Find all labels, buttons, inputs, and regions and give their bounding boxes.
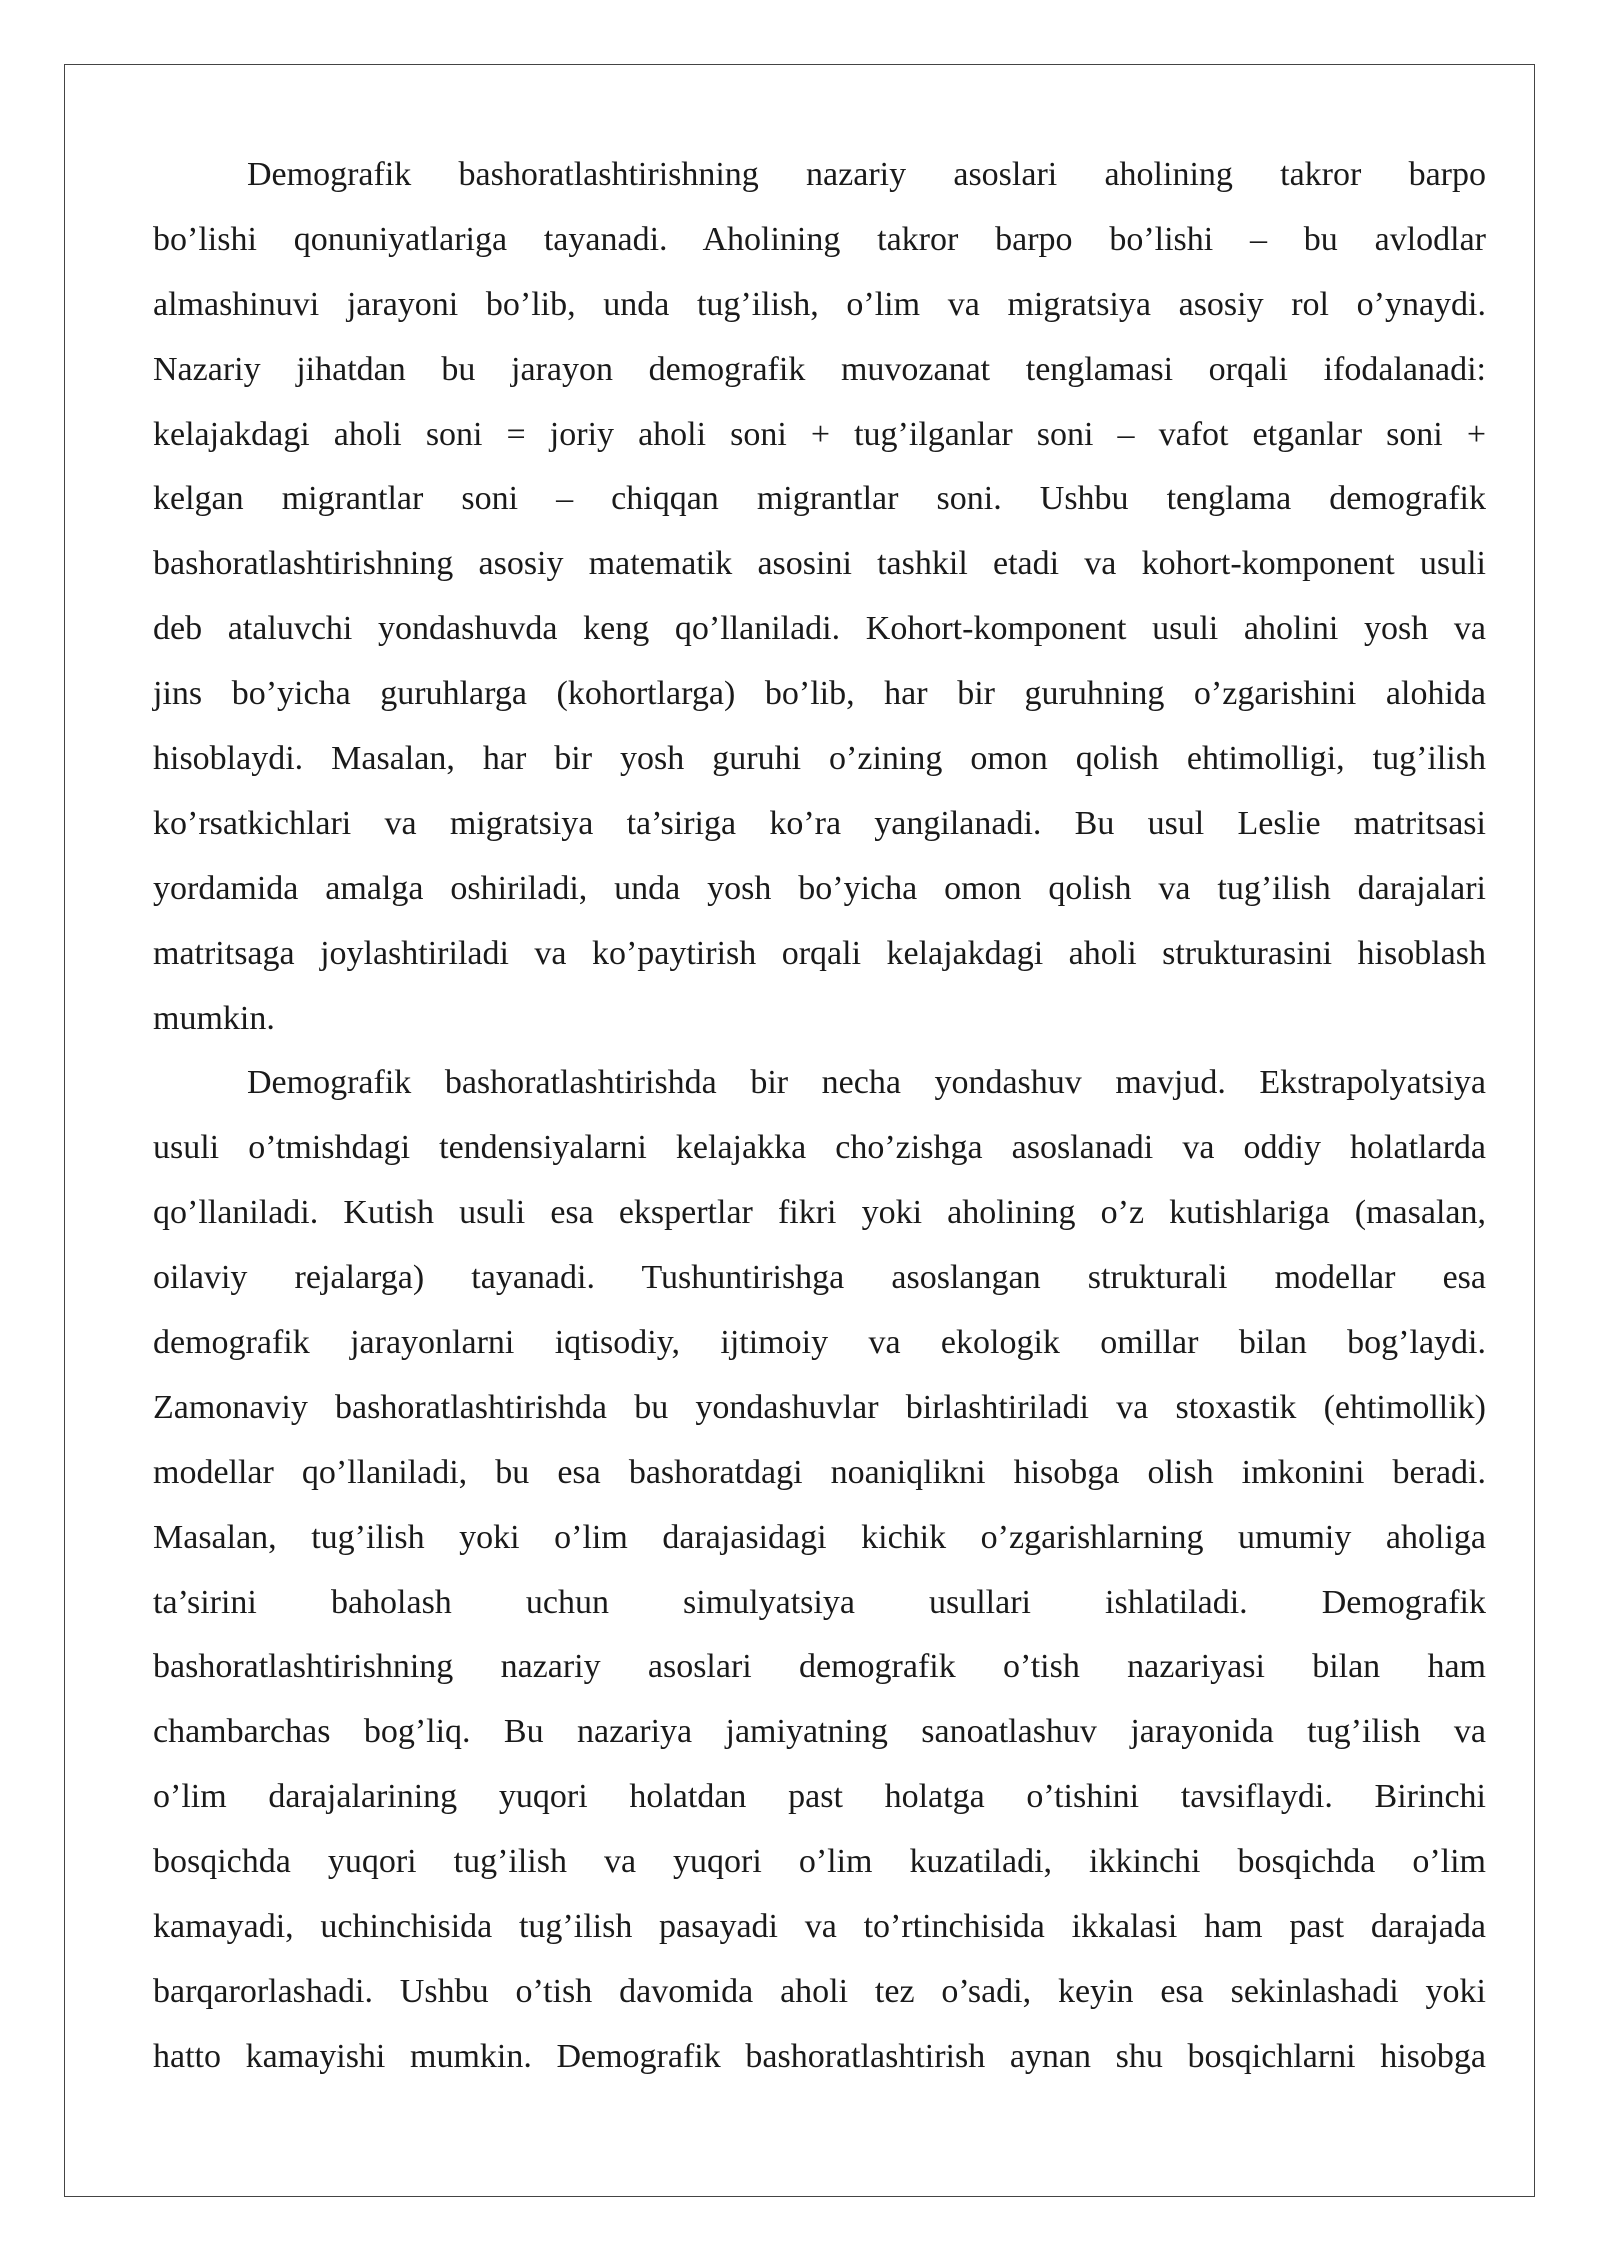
body-text	[153, 148, 1486, 2095]
text-line: deb ataluvchi yondashuvda keng qo’llaniladi. Kohort-komponent usuli aholini yosh va	[153, 610, 1486, 648]
text-line: demografik jarayonlarni iqtisodiy, ijtimoiy va ekologik omillar bilan bog’laydi.	[153, 1324, 1486, 1362]
text-line: modellar qo’llaniladi, bu esa bashoratdagi noaniqlikni hisobga olish imkonini beradi.	[153, 1453, 1486, 1491]
text-line: mumkin.	[153, 999, 275, 1037]
text-line: Demografik bashoratlashtirishda bir necha yondashuv mavjud. Ekstrapolyatsiya	[247, 1064, 1486, 1102]
text-line: almashinuvi jarayoni bo’lib, unda tug’ilish, o’lim va migratsiya asosiy rol o’ynaydi.	[153, 285, 1486, 323]
text-line: Nazariy jihatdan bu jarayon demografik muvozanat tenglamasi orqali ifodalanadi:	[153, 350, 1486, 388]
text-line: bashoratlashtirishning nazariy asoslari demografik o’tish nazariyasi bilan ham	[153, 1648, 1486, 1686]
text-line: kamayadi, uchinchisida tug’ilish pasayadi va to’rtinchisida ikkalasi ham past darajada	[153, 1908, 1486, 1946]
text-line: Masalan, tug’ilish yoki o’lim darajasidagi kichik o’zgarishlarning umumiy aholiga	[153, 1518, 1486, 1556]
text-line: ko’rsatkichlari va migratsiya ta’siriga ko’ra yangilanadi. Bu usul Leslie matritsasi	[153, 804, 1486, 842]
text-line: ta’sirini baholash uchun simulyatsiya usullari ishlatiladi. Demografik	[153, 1583, 1486, 1621]
text-line: jins bo’yicha guruhlarga (kohortlarga) bo’lib, har bir guruhning o’zgarishini alohida	[153, 675, 1486, 713]
text-line: chambarchas bog’liq. Bu nazariya jamiyatning sanoatlashuv jarayonida tug’ilish va	[153, 1713, 1486, 1751]
text-line: matritsaga joylashtiriladi va ko’paytirish orqali kelajakdagi aholi strukturasini hisoblash	[153, 934, 1486, 972]
text-line: o’lim darajalarining yuqori holatdan past holatga o’tishini tavsiflaydi. Birinchi	[153, 1778, 1486, 1816]
text-line: Demografik bashoratlashtirishning nazariy asoslari aholining takror barpo	[247, 156, 1486, 193]
text-line: hisoblaydi. Masalan, har bir yosh guruhi o’zining omon qolish ehtimolligi, tug’ilish	[153, 740, 1486, 778]
text-line: yordamida amalga oshiriladi, unda yosh bo’yicha omon qolish va tug’ilish darajalari	[153, 869, 1486, 907]
text-line: hatto kamayishi mumkin. Demografik bashoratlashtirish aynan shu bosqichlarni hisobga	[153, 2037, 1486, 2075]
text-line: bo’lishi qonuniyatlariga tayanadi. Aholining takror barpo bo’lishi – bu avlodlar	[153, 220, 1486, 258]
text-line: barqarorlashadi. Ushbu o’tish davomida aholi tez o’sadi, keyin esa sekinlashadi yoki	[153, 1972, 1486, 2010]
text-line: oilaviy rejalarga) tayanadi. Tushuntirishga asoslangan strukturali modellar esa	[153, 1259, 1486, 1297]
text-line: kelgan migrantlar soni – chiqqan migrantlar soni. Ushbu tenglama demografik	[153, 480, 1486, 518]
text-line: usuli o’tmishdagi tendensiyalarni kelajakka cho’zishga asoslanadi va oddiy holatlarda	[153, 1129, 1486, 1167]
text-line: kelajakdagi aholi soni = joriy aholi soni + tug’ilganlar soni – vafot etganlar soni +	[153, 415, 1486, 453]
text-line: Zamonaviy bashoratlashtirishda bu yondashuvlar birlashtiriladi va stoxastik (ehtimollik)	[153, 1388, 1486, 1426]
text-line: bashoratlashtirishning asosiy matematik asosini tashkil etadi va kohort-komponent usuli	[153, 545, 1486, 583]
text-line: qo’llaniladi. Kutish usuli esa ekspertlar fikri yoki aholining o’z kutishlariga (masalan,	[153, 1194, 1486, 1232]
text-line: bosqichda yuqori tug’ilish va yuqori o’lim kuzatiladi, ikkinchi bosqichda o’lim	[153, 1843, 1486, 1881]
